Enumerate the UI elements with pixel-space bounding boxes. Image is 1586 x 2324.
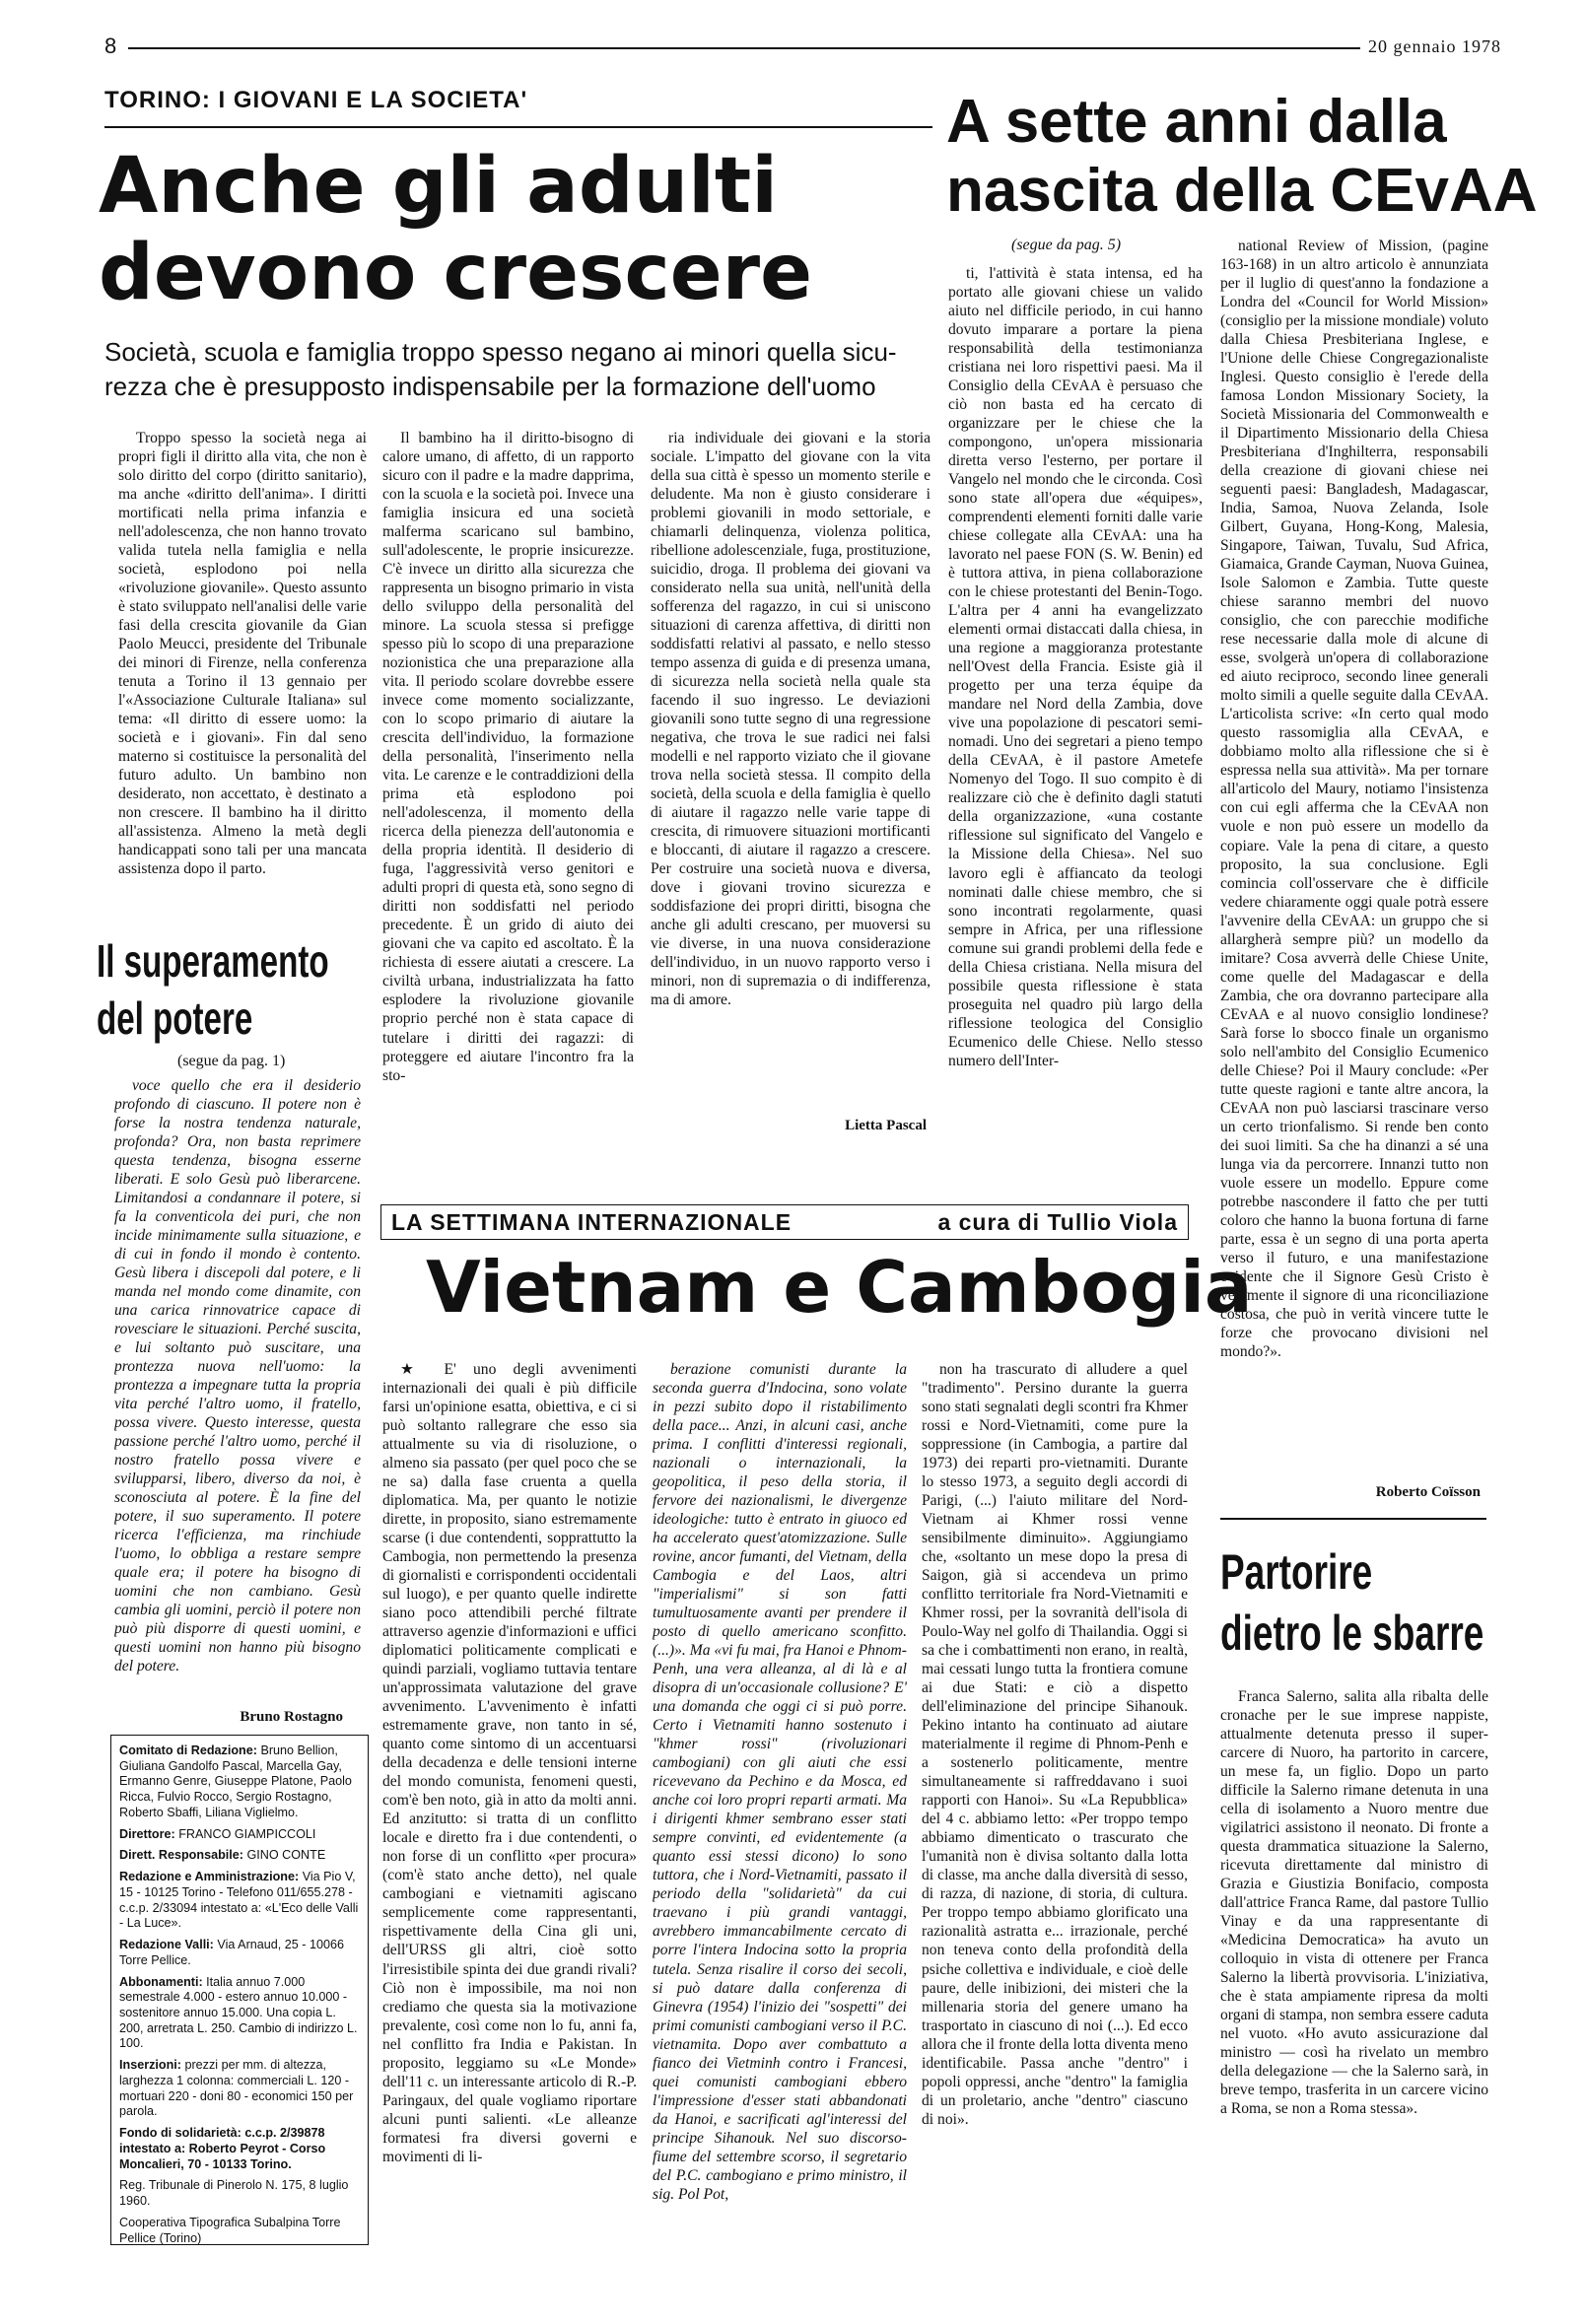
superamento-signature: Bruno Rostagno bbox=[240, 1709, 343, 1725]
article-col3-text: ria individuale dei giovani e la storia sociale. L'impatto del giovane con la vita della sua città è spesso un momento sterile e deludente. Ma non è giusto considerare i problemi giovanili in modo settoriale, e chiamarli delinquenza, violenza politica, ribellione adolescenziale, fuga, prostituzione, suicidio, droga. Il problema dei giovani va considerato nella sua unità, nell'unità della sofferenza del ragazzo, in cui si uniscono situazioni di carenza affettiva, di diritti non soddisfatti relativi al passato, e nello stesso tempo assenza di guida e di presenza umana, di sicurezza nella società nella quale sta facendo il suo ingresso. Le deviazioni giovanili sono tutte segno di una regressione negativa, che trova le sue radici nei falsi modelli e nel rapporto viziato che il giovane trova nella società stessa. Il compito della società, della scuola e della famiglia è quello di aiutare il ragazzo nelle varie tappe di crescita, di rimuovere situazioni mortificanti e bloccanti, di aiutare il ragazzo a crescere. Per costruire una società nuova e diversa, dove i giovani trovino sicurezza e soddisfazione dei propri diritti, bisogna che anche gli adulti crescano, per muoversi su vie diverse, in una nuova considerazione dell'individuo, in un nuovo rapporto verso i minori, non di supremazia o di indifferenza, ma di amore. bbox=[651, 430, 931, 1009]
settimana-banner bbox=[380, 1204, 1189, 1240]
article-column-2 bbox=[382, 429, 634, 1202]
cevaa-col2-text: national Review of Mission, (pagine 163-168) in un altro articolo è annunziata per il luglio di quest'anno la fondazione a Londra del «Council for World Mission» (consiglio per la missione mondiale) voluto dalla Chiesa Presbiteriana Inglese, e l'Unione delle Chiese Congregazionaliste Inglesi. Questo consiglio è l'erede della famosa London Missionary Society, la Società Missionaria del Commonwealth e il Dipartimento Missionario della Chiesa Presbiteriana d'Inghilterra, responsabili della creazione di giovani chiese nei seguenti paesi: Bangladesh, Madagascar, India, Samoa, Nuova Zelanda, Isole Gilbert, Guyana, Hong-Kong, Malesia, Singapore, Taiwan, Tuvalu, Sud Africa, Giamaica, Grande Cayman, Nuova Guinea, Isole Salomon e Zambia. Tutte queste chiese saranno membri del nuovo consiglio, che con parecchie modifiche rese necessarie dalla mole di alcune di esse, svolgerà un'opera di collaborazione ed aiuto reciproco, secondo linee generali molto simili a quelle seguite dalla CEvAA. L'articolista scrive: «In certo qual modo questo rassomiglia alla CEvAA, e dobbiamo molto alla riflessione che si è espressa nella sua attività». Ma per tornare all'articolo del Maury, notiamo l'insistenza con cui egli afferma che la CEvAA non vuole e non può essere un modello da copiare. Vale la pena di citare, a questo proposito, la sua conclusione. Egli comincia coll'osservare che è difficile vedere chiaramente oggi quale potrà essere l'avvenire della CEvAA: un gruppo che si allargherà sempre più? un modello da imitare? Cosa avverrà delle Chiese Unite, come quelle del Madagascar e della Zambia, che ora dovranno partecipare alla CEvAA e al nuovo consiglio londinese? Sarà forse lo sbocco finale un organismo solo nell'ambito del Consiglio Ecumenico delle Chiese? Poi il Maury conclude: «Per tutte queste ragioni e tante altre ancora, la CEvAA non può lasciarsi trascinare verso un certo trionfalismo. Si rende ben conto dei suoi limiti. Sa che ha dinanzi a sé una lunga via da percorrere. Innanzi tutto non vuole essere un modello. Eppure come potrebbe nascondere il fatto che per tutti coloro che hanno la buona fortuna di farne parte, essa è un segno di una porta aperta verso il futuro, e una manifestazione evidente che il Signore Gesù Cristo è veramente il signore di una riconciliazione costosa, che può in verità vincere tutte le forze che provocano divisioni nel mondo?». bbox=[1220, 238, 1488, 1360]
cevaa-continued: (segue da pag. 5) bbox=[1011, 237, 1122, 253]
vietnam-headline: Vietnam e Cambogia bbox=[426, 1246, 1253, 1329]
masthead-fondo: Fondo di solidarietà: c.c.p. 2/39878 intestato a: Roberto Peyrot - Corso Moncalieri, 70 - 10133 Torino. bbox=[119, 2126, 326, 2171]
partorire-title-line1: Partorire bbox=[1220, 1544, 1373, 1600]
vietnam-col3-text: non ha trascurato di alludere a quel "tradimento". Persino durante la guerra sono stati segnalati degli scontri fra Khmer rossi e Nord-Vietnamiti, come pure la soppressione (in Cambogia, a partire dal 1973) dei reparti pro-vietnamiti. Durante lo stesso 1973, a seguito degli accordi di Parigi, (...) l'aiuto militare del Nord-Vietnam ai Khmer rossi venne sensibilmente diminuito». Aggiungiamo che, «soltanto un mese dopo la presa di Saigon, già si accendeva un primo conflitto territoriale fra Nord-Vietnamiti e Khmer rossi, per la sovranità dell'isola di Poulo-Way nel golfo di Thailandia. Oggi si sa che i combattimenti non erano, in realtà, mai cessati lungo tutta la frontiera comune ai due Stati: e ciò a dispetto dell'eliminazione del principe Sihanouk. Pekino intanto ha continuato ad aiutare materialmente il regime di Phnom-Penh e a sostenerlo politicamente, mentre simultaneamente si raffreddavano i suoi rapporti con Hanoi». Su «La Repubblica» del 4 c. abbiamo letto: «Per troppo tempo abbiamo dimenticato o trascurato che l'umanità non è divisa soltanto dalla lotta di classe, ma anche dalla diversità di sesso, di razza, di nazione, di storia, di cultura. Per troppo tempo abbiamo glorificato una razionalità astratta e... irrazionale, perché non teneva conto della profondità della psiche collettiva e individuale, e cioè delle paure, delle inibizioni, dei misteri che la millenaria storia del genere umano ha trasportato in ciascuno di noi (...). Ed ecco allora che il fronte della lotta diventa meno identificabile. Passa anche "dentro" i popoli oppressi, anche "dentro" la famiglia di un proletario, anche "dentro" ciascuno di noi». bbox=[922, 1361, 1188, 2128]
superamento-title-line1: Il superamento bbox=[97, 935, 329, 987]
masthead-abbonamenti: Abbonamenti: Italia annuo 7.000 semestrale 4.000 - estero annuo 10.000 - sostenitore annuo 15.000. Una copia L. 200, arretrata L. 250. Cambio di indirizzo L. 100. bbox=[119, 1974, 358, 2051]
vietnam-col1-text: ★ E' uno degli avvenimenti internazionali dei quali è più difficile farsi un'opinione esatta, obiettiva, e ci si può soltanto rallegrare che esso sia attualmente su via di risoluzione, o almeno sia passato (per quel poco che se ne sa) dalla fase cruenta a quella diplomatica. Ma, per quanto le notizie dirette, in proposito, siano estremamente scarse (i due contendenti, sopprattutto la Cambogia, non permettendo la presenza di giornalisti e corrispondenti occidentali sul luogo), e per quanto quelle indirette siano poco attendibili perché filtrate attraverso agenzie d'informazioni e uffici diplomatici politicamente complicati e quindi parziali, vogliamo tuttavia tentare un'approssimata valutazione del grave avvenimento. L'avvenimento è infatti estremamente grave, non tanto in sé, quanto come sintomo di un accentuarsi della decadenza e delle tensioni interne del mondo comunista, fenomeni questi, com'è ben noto, già in atto da molti anni. Ed anzitutto: si tratta di un conflitto locale e diretto fra i due contendenti, o non forse di un conflitto «per procura» (com'è stato anche detto), nel quale cambogiani e vietnamiti agiscano semplicemente come rappresentanti, rispettivamente della Cina gli uni, dell'URSS gli altri, cioè sotto l'irresistibile spinta dei due grandi rivali? Ciò non è impossibile, ma noi non crediamo che questa sia la motivazione prevalente, così come non lo fu, anni fa, nel conflitto fra India e Pakistan. In proposito, leggiamo su «Le Monde» dell'11 c. un interessante articolo di R.-P. Paringaux, del quale vogliamo riportare alcuni punti salienti. «Le alleanze formatesi fra diversi governi e movimenti di li- bbox=[382, 1361, 637, 2165]
superamento-title-line2: del potere bbox=[97, 992, 253, 1044]
cevaa-col1-text: ti, l'attività è stata intensa, ed ha portato alle giovani chiese un valido aiuto nel difficile periodo, in cui hanno dovuto imparare a portare la piena responsabilità della testimonianza cristiana nei loro rispettivi paesi. Ma il Consiglio della CEvAA è persuaso che ciò non basta ed ha cercato di organizzare per le chiese che la compongono, un'opera missionaria diretta verso l'esterno, per portare il Vangelo nel mondo che le circonda. Così sono state all'opera due «équipes», comprendenti elementi forniti dalle varie chiese collegate alla CEvAA: una ha lavorato nel paese FON (S. W. Benin) ed è tuttora attiva, in piena collaborazione con le chiese protestanti del Benin-Togo. L'altra per 4 anni ha evangelizzato elementi ormai distaccati dalla chiesa, in una regione a maggioranza protestante nell'Ovest della Francia. Esiste già il progetto per una terza équipe da mandare nel Nord della Zambia, dove vive una popolazione di pescatori semi-nomadi. Uno dei segretari a pieno tempo della CEvAA, è il pastore Ametefe Nomenyo del Togo. Il suo compito è di realizzare ciò che è definito dagli statuti della organizzazione, «una costante riflessione sul significato del Vangelo e la Missione della Chiesa». Nel suo lavoro egli è affiancato da teologi nominati dalle chiese membro, che si sono incontrati regolarmente, quasi sempre in Africa, per una riflessione comune sui grandi problemi della fede e della Chiesa cristiana. Nella misura del possibile questa riflessione è stata proseguita nel quadro più largo della riflessione teologica del Consiglio Ecumenico delle Chiese. Nello stesso numero dell'Inter- bbox=[948, 265, 1203, 1069]
article-col2-text: Il bambino ha il diritto-bisogno di calore umano, di affetto, di un rapporto sicuro con il padre e la madre dapprima, con la scuola e la società poi. Invece una famiglia insicura ed una società malferma scaricano sul bambino, sull'adolescente, le proprie insicurezze. C'è invece un diritto alla sicurezza che rappresenta un bisogno primario in vista dello sviluppo della personalità del minore. La scuola stessa si prefigge spesso più lo scopo di una preparazione nozionistica che una preparazione alla vita. Il periodo scolare dovrebbe essere invece come momento socializzante, con lo scopo primario di aiutare la crescita dell'individuo, la formazione della personalità, l'inserimento nella vita. Le carenze e le contraddizioni della prima età esplodono poi nell'adolescenza, il momento della ricerca della pienezza dell'autonomia e della propria identità. Il desiderio di fuga, l'aggressività verso genitori e adulti propri di questa età, sono segno di diritti non soddisfatti nel periodo precedente. È un grido di aiuto dei giovani che va capito ed ascoltato. È la richiesta di essere aiutati a crescere. La civiltà urbana, industrializzata ha fatto esplodere la rivoluzione giovanile proprio perché non è stata capace di tutelare i diritti dei ragazzi: di proteggere ed aiutare l'incontro fra la sto- bbox=[382, 430, 634, 1084]
cevaa-title-line2: nascita della CEvAA bbox=[946, 157, 1538, 225]
masthead-redazione: Redazione e Amministrazione: Via Pio V, 15 - 10125 Torino - Telefono 011/655.278 - c.c.p. 2/33094 intestato a: «L'Eco delle Valli - La Luce». bbox=[119, 1870, 359, 1931]
vietnam-col2-text: berazione comunisti durante la seconda guerra d'Indocina, sono volate in pezzi subito dopo il ristabilimento della pace... Anzi, in alcuni casi, anche prima. I conflitti d'interessi regionali, nazionali o internazionali, la geopolitica, il peso della storia, il fervore dei nazionalismi, le divergenze ideologiche: tutto è entrato in giuoco ed ha accelerato quest'atomizzazione. Sulle rovine, ancor fumanti, del Vietnam, della Cambogia e del Laos, altri "imperialismi" si son fatti tumultuosamente avanti per prendere il posto di quello americano sconfitto. (...)». Ma «vi fu mai, fra Hanoi e Phnom-Penh, una vera alleanza, al di là e al disopra di un'occasionale collusione? E' una domanda che oggi ci si può porre. Certo i Vietnamiti hanno sostenuto i "khmer rossi" (rivoluzionari cambogiani) con gli aiuti che essi ricevevano da Pechino e da Mosca, ed anche coi loro propri reparti armati. Ma i dirigenti khmer sembrano esser stati sempre convinti, ed evidentemente (a quanto essi stessi dicono) lo sono tuttora, che i Nord-Vietnamiti, passato il periodo della "solidarietà" da cui traevano i più grandi vantaggi, avrebbero immancabilmente cercato di porre l'intera Indocina sotto la propria tutela. Senza risalire il corso dei secoli, si può datare dalla conferenza di Ginevra (1954) l'inizio dei "sospetti" dei primi comunisti cambogiani verso il P.C. vietnamita. Dopo aver combattuto a fianco dei Vietminh contro i Francesi, quei comunisti cambogiani ebbero l'impressione d'esser stati abbandonati da Hanoi, e sacrificati agl'interessi del principe Sihanouk. Nel suo discorso-fiume del settembre scorso, il segretario del P.C. cambogiano e primo ministro, il sig. Pol Pot, bbox=[653, 1361, 907, 2203]
masthead-box bbox=[110, 1735, 369, 2245]
section-kicker: TORINO: I GIOVANI E LA SOCIETA' bbox=[104, 87, 528, 113]
masthead-cooperativa: Cooperativa Tipografica Subalpina Torre Pellice (Torino) bbox=[119, 2215, 341, 2245]
page-number: 8 bbox=[104, 34, 117, 58]
article-col1-text: Troppo spesso la società nega ai propri figli il diritto alla vita, che non è solo diritto del corpo (diritto sanitario), ma anche «diritto dell'anima». I diritti mortificati nella prima infanzia e nell'adolescenza, che non hanno trovato valida tutela nella famiglia e nella società, esplodono poi nella «rivoluzione giovanile». Questo assunto è stato sviluppato nell'analisi delle varie fasi della crescita giovanile da Gian Paolo Meucci, presidente del Tribunale dei minori di Firenze, nella conferenza tenuta a Torino il 13 gennaio per l'«Associazione Culturale Italiana» sul tema: «Il diritto di essere uomo: la società e i giovani». Fin dal seno materno si costituisce la personalità del futuro adulto. Un bambino non desiderato, non accettato, è destinato a non crescere. Il bambino ha il diritto all'assistenza. Almeno la metà degli handicappati sono tali per una mancata assistenza dopo il parto. bbox=[118, 430, 367, 878]
cevaa-title-line1: A sette anni dalla bbox=[946, 88, 1447, 156]
masthead-direttore: Direttore: FRANCO GIAMPICCOLI bbox=[119, 1826, 316, 1841]
masthead-inserzioni: Inserzioni: prezzi per mm. di altezza, larghezza 1 colonna: commerciali L. 120 - mortuari 220 - doni 80 - economici 150 per parola. bbox=[119, 2058, 354, 2119]
cevaa-column-1 bbox=[948, 264, 1203, 1131]
vietnam-column-1 bbox=[382, 1360, 637, 2287]
partorire-text: Franca Salerno, salita alla ribalta delle cronache per le sue imprese nappiste, attualmente detenuta presso il super-carcere di Nuoro, ha partorito in carcere, un mese fa, un figlio. Dopo un parto difficile la Salerno rimane detenuta in una cella di isolamento a Nuoro mentre due vigilatrici assistono il neonato. Di fronte a questa drammatica situazione la Salerno, ricevuta direttamente dal ministro di Grazia e Giustizia Bonifacio, composta dall'attrice Franca Rame, dal pastore Tullio Vinay e da una rappresentante di «Medicina Democratica» ha avuto un colloquio in vista di ottenere per Franca Salerno la libertà provvisoria. L'iniziativa, che è stata ampiamente ripresa da molti organi di stampa, non sembra essere caduta nel vuoto. «Ho avuto assicurazione dal ministro — così ha rivelato un membro della delegazione — che la Salerno sarà, in breve tempo, trasferita in un carcere vicino a Roma, se non a Roma stessa». bbox=[1220, 1688, 1488, 2118]
article-column-3 bbox=[651, 429, 931, 1059]
settimana-label: LA SETTIMANA INTERNAZIONALE bbox=[391, 1209, 793, 1235]
article-column-1 bbox=[118, 429, 367, 912]
superamento-body bbox=[114, 1076, 361, 1697]
partorire-body bbox=[1220, 1687, 1488, 2289]
headline-line1: Anche gli adulti bbox=[99, 142, 778, 231]
subtitle-line2: rezza che è presupposto indispensabile per la formazione dell'uomo bbox=[104, 372, 876, 401]
header-rule bbox=[128, 47, 1360, 49]
masthead-valli: Redazione Valli: Via Arnaud, 25 - 10066 Torre Pellice. bbox=[119, 1938, 344, 1967]
settimana-curator: a cura di Tullio Viola bbox=[937, 1209, 1178, 1235]
masthead-registration: Reg. Tribunale di Pinerolo N. 175, 8 luglio 1960. bbox=[119, 2178, 349, 2209]
superamento-text: voce quello che era il desiderio profondo di ciascuno. Il potere non è forse la nostra tendenza naturale, profonda? Ora, non basta reprimere questa tendenza, bisogna esserne liberati. E solo Gesù può liberarcene. Limitandosi a condannare il potere, si fa la conventicola dei puri, che non incide minimamente sulla situazione, e di cui in fondo il mondo è contento. Gesù libera i discepoli dal potere, e li manda nel mondo come dinamite, con una carica rinnovatrice capace di rovesciare le situazioni. Perché suscita, e lui soltanto può suscitare, una prontezza nuova nell'uomo: la prontezza a impegnare tutta la propria vita perché l'altro uomo, il fratello, possa vivere. Questo interesse, questa passione perché l'altro uomo, perché il nostro fratello possa vivere e svilupparsi, libero, diverso da noi, è sconosciuta al potere. È la fine del potere, il suo superamento. Il potere ricerca l'efficienza, ma rinchiude l'uomo, lo obbliga a restare sempre quale era; il potere ha bisogno di uomini che non cambiano. Gesù cambia gli uomini, perciò il potere non può più disporre di questi uomini, e questi uomini non hanno più bisogno del potere. bbox=[114, 1077, 361, 1675]
masthead-responsabile: Dirett. Responsabile: GINO CONTE bbox=[119, 1848, 326, 1863]
kicker-rule bbox=[104, 126, 932, 128]
issue-date: 20 gennaio 1978 bbox=[1368, 36, 1501, 56]
cevaa-signature: Roberto Coïsson bbox=[1375, 1484, 1481, 1500]
cevaa-column-2 bbox=[1220, 237, 1488, 1473]
article-signature: Lietta Pascal bbox=[845, 1118, 927, 1133]
vietnam-column-3 bbox=[922, 1360, 1188, 2287]
partorire-top-rule bbox=[1220, 1518, 1486, 1520]
headline-line2: devono crescere bbox=[99, 229, 812, 317]
superamento-continued: (segue da pag. 1) bbox=[177, 1053, 286, 1069]
subtitle-line1: Società, scuola e famiglia troppo spesso negano ai minori quella sicu- bbox=[104, 337, 897, 367]
masthead-comitato: Comitato di Redazione: Bruno Bellion, Giuliana Gandolfo Pascal, Marcella Gay, Ermanno Genre, Giuseppe Platone, Paolo Ricca, Fulvio Rocco, Sergio Rostagno, Roberto Sbaffi, Liliana Viglielmo. bbox=[119, 1743, 352, 1819]
partorire-title-line2: dietro le sbarre bbox=[1220, 1606, 1484, 1661]
vietnam-column-2 bbox=[653, 1360, 907, 2287]
